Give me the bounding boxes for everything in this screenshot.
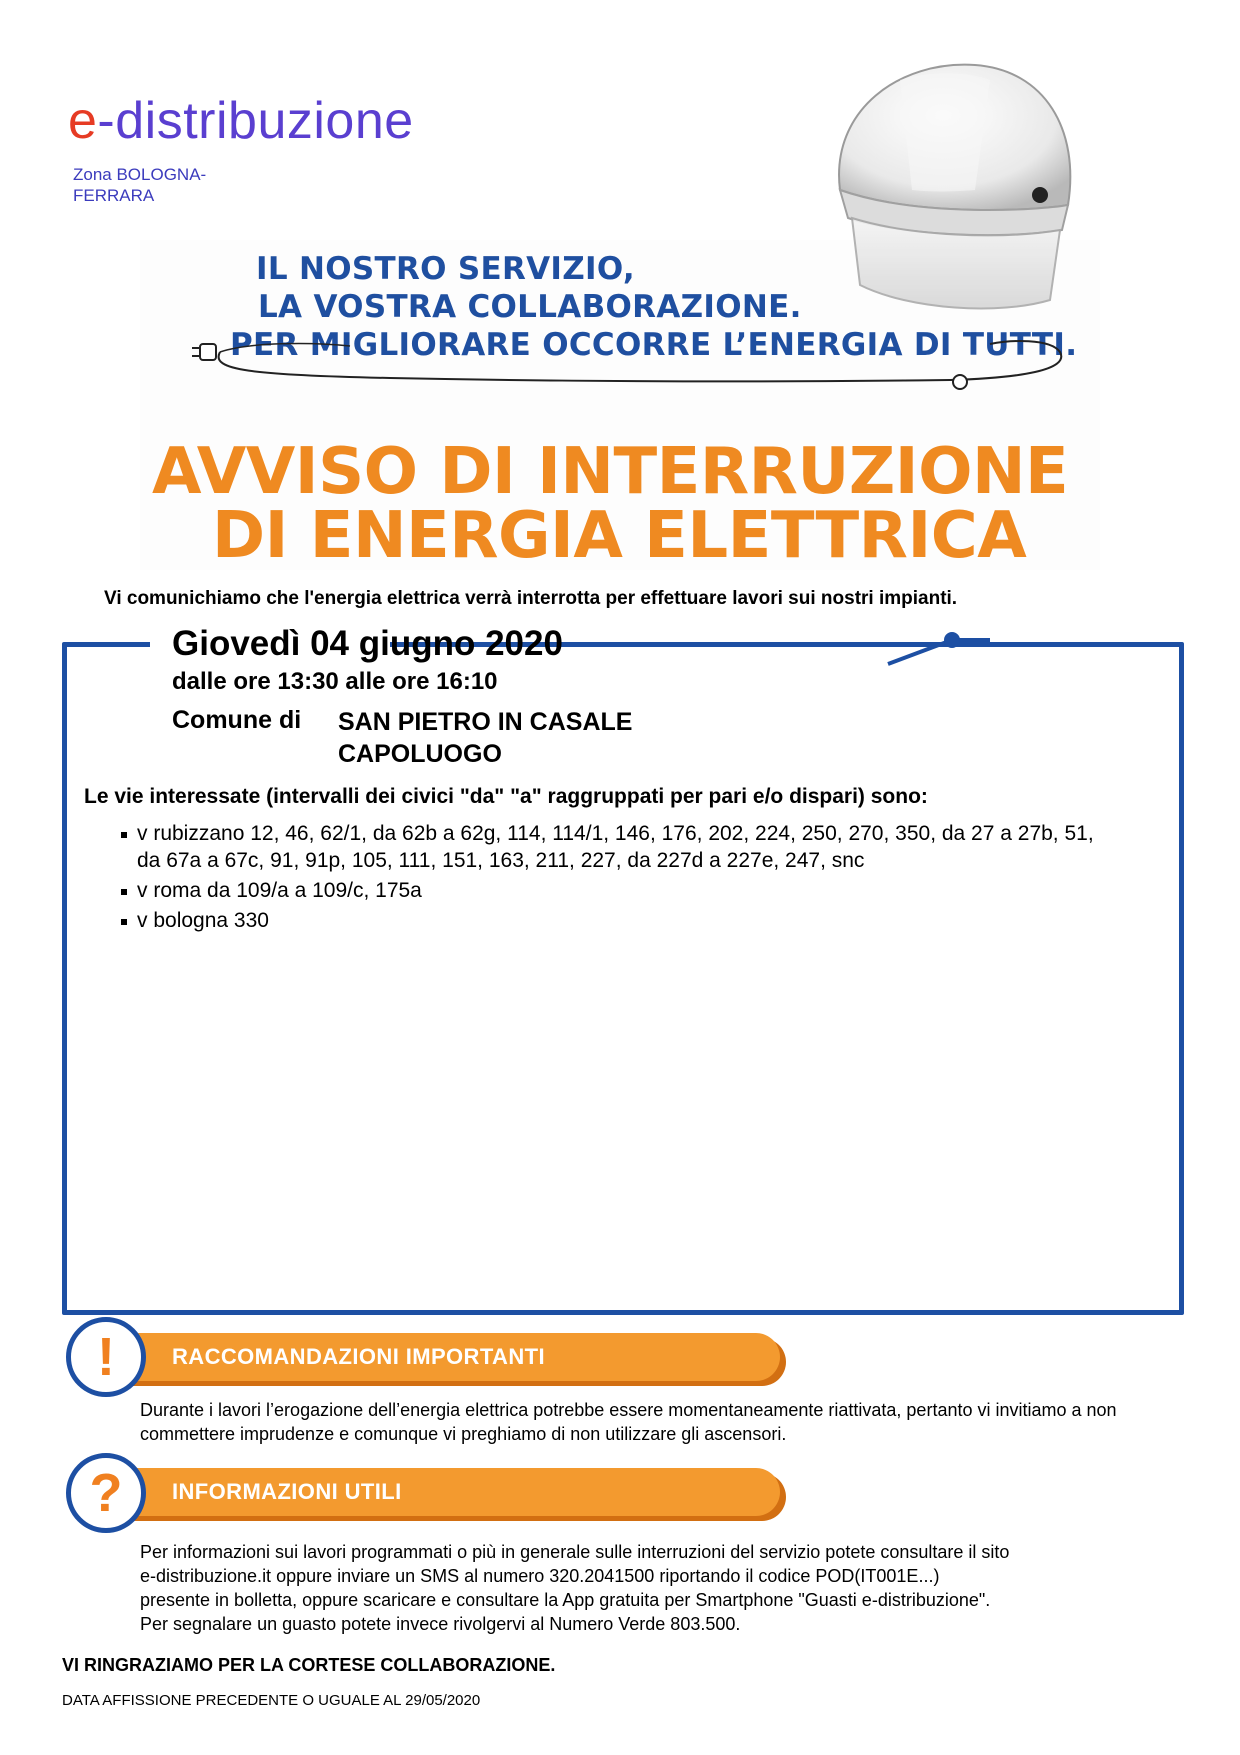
- thanks-text: VI RINGRAZIAMO PER LA CORTESE COLLABORAZIONE.: [62, 1655, 556, 1675]
- bullet-icon: [121, 832, 127, 838]
- info-line-4: Per segnalare un guasto potete invece rivolgervi al Numero Verde 803.500.: [140, 1614, 741, 1634]
- list-item: [120, 877, 1120, 904]
- info-line-2: e-distribuzione.it oppure inviare un SMS al numero 320.2041500 riportando il codice POD(IT001E...): [140, 1566, 940, 1586]
- notice-title-line-2: DI ENERGIA ELETTRICA: [212, 499, 1027, 573]
- logo-e: e: [68, 92, 98, 150]
- slogan-line-1: IL NOSTRO SERVIZIO,: [256, 251, 635, 287]
- zone-line-1: Zona BOLOGNA-: [73, 165, 207, 184]
- info-text: [140, 1540, 1160, 1636]
- street-text: v bologna 330: [137, 909, 269, 932]
- plug-icon: [190, 330, 1070, 410]
- bullet-icon: [121, 889, 127, 895]
- question-glyph: ?: [89, 1463, 123, 1523]
- comune-name-line-1: SAN PIETRO IN CASALE: [338, 708, 633, 736]
- slogan-line-2: LA VOSTRA COLLABORAZIONE.: [258, 289, 802, 325]
- gauge-needle-icon: [880, 622, 990, 670]
- info-title: INFORMAZIONI UTILI: [172, 1479, 402, 1504]
- notice-title-line-1: AVVISO DI INTERRUZIONE: [152, 435, 1069, 509]
- brand-logo: [68, 92, 414, 150]
- recommendations-text: Durante i lavori l’erogazione dell’energia elettrica potrebbe essere momentaneamente riattivata, pertanto vi invitiamo a non commettere imprudenze e comunque vi preghiamo di non utilizzare gli ascensori.: [140, 1400, 1117, 1444]
- interruption-hours: dalle ore 13:30 alle ore 16:10: [172, 668, 498, 695]
- street-list: [120, 820, 1120, 937]
- logo-text: -distribuzione: [97, 92, 414, 150]
- bullet-icon: [121, 919, 127, 925]
- info-line-1: Per informazioni sui lavori programmati o più in generale sulle interruzioni del servizio potete consultare il sito: [140, 1542, 1010, 1562]
- street-text: v roma da 109/a a 109/c, 175a: [137, 879, 422, 902]
- zone-line-2: FERRARA: [73, 186, 155, 205]
- comune-label: Comune di: [172, 706, 302, 734]
- notice-title: [152, 435, 1069, 573]
- interruption-date: Giovedì 04 giugno 2020: [172, 624, 563, 663]
- exclamation-glyph: !: [97, 1327, 115, 1387]
- comune-name-line-2: CAPOLUOGO: [338, 740, 502, 768]
- list-item: [120, 907, 1120, 934]
- intro-text: Vi comunichiamo che l'energia elettrica verrà interrotta per effettuare lavori sui nostri impianti.: [104, 588, 958, 609]
- zone-label: [73, 164, 206, 206]
- posting-date: DATA AFFISSIONE PRECEDENTE O UGUALE AL 29/05/2020: [62, 1692, 481, 1709]
- streets-intro: Le vie interessate (intervalli dei civici "da" "a" raggruppati per pari e/o dispari) sono:: [84, 785, 928, 808]
- recommendations-title: RACCOMANDAZIONI IMPORTANTI: [172, 1344, 545, 1369]
- comune-name: [338, 706, 632, 770]
- slogan-line-3: PER MIGLIORARE OCCORRE L’ENERGIA DI TUTTI.: [230, 327, 1078, 363]
- list-item: [120, 820, 1120, 874]
- info-line-3: presente in bolletta, oppure scaricare e consultare la App gratuita per Smartphone "Guasti e-distribuzione".: [140, 1590, 991, 1610]
- street-text: v rubizzano 12, 46, 62/1, da 62b a 62g, 114, 114/1, 146, 176, 202, 224, 250, 270, 350, da 27 a 27b, 51, da 67a a 67c, 91, 91p, 105, 111, 151, 163, 211, 227, da 227d a 227e, 247, snc: [137, 822, 1094, 872]
